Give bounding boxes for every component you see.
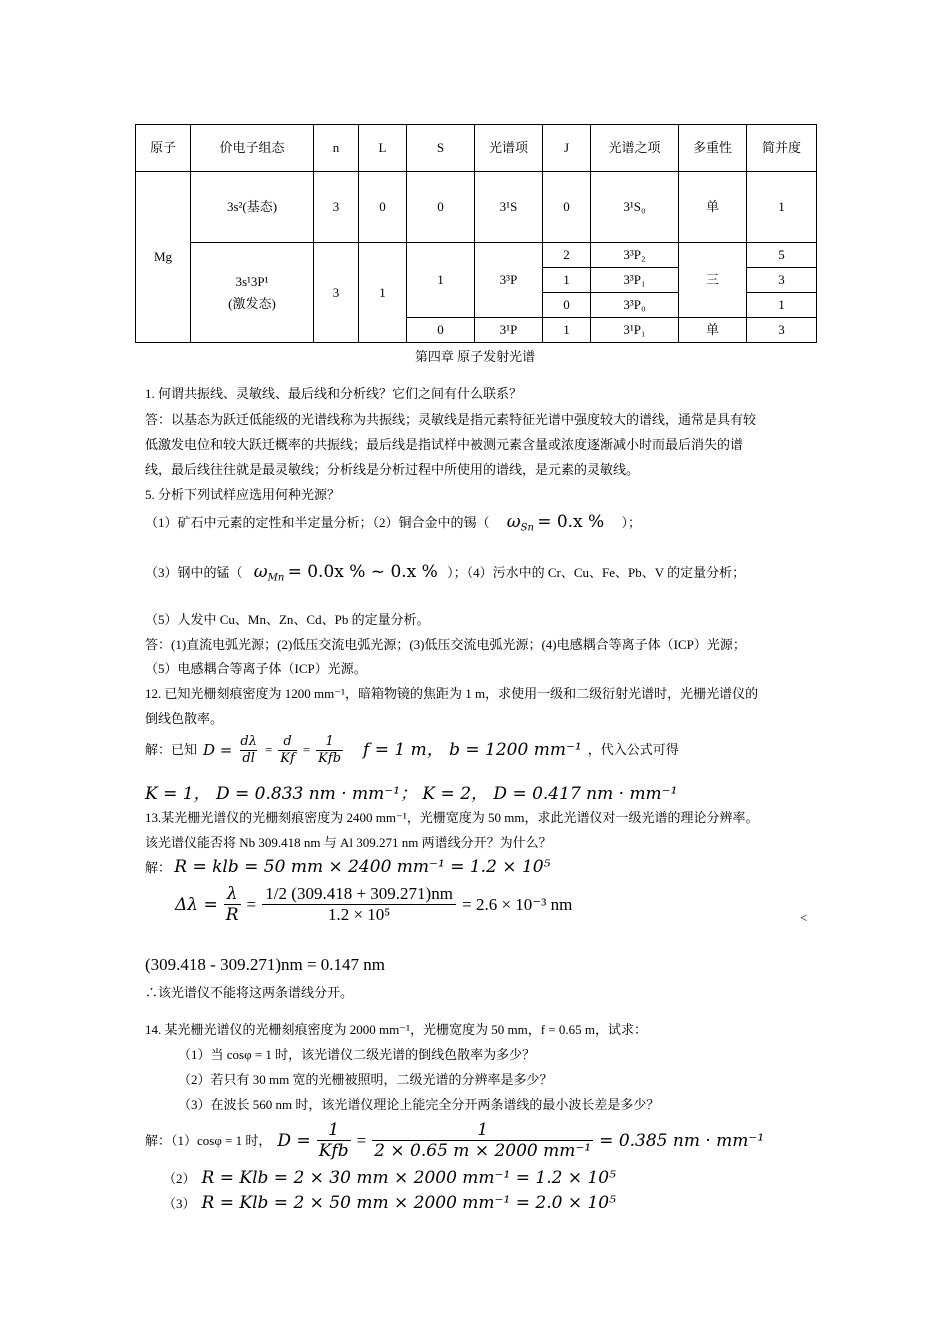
fraction [372,1120,593,1162]
chapter-title: 第四章 原子发射光谱 [414,349,536,364]
sub-question: （2）若只有 30 mm 宽的光栅被照明，二级光谱的分辨率是多少？ [178,1072,553,1087]
eq-lhs: Δλ = [175,894,218,915]
header-cell: 原子 [136,125,191,172]
fraction [278,734,297,766]
eq-rhs: = 2.6 × 10⁻³ nm [462,894,573,914]
table-cell: 单 [679,172,747,243]
config-cell: 3s²(基态) [191,172,314,243]
sum-expression: (309.418 + 309.271)nm [291,884,453,903]
q14-eq1 [145,1120,764,1162]
electron-states-table [135,124,817,343]
question-13-cont: 该光谱仪能否将 Nb 309.418 nm 与 Al 309.271 nm 两谱线分开？为什么？ [145,835,552,850]
header-cell: 光谱项 [475,125,543,172]
table-cell: 3 [747,268,817,293]
solution-prefix: 解： [145,860,172,875]
header-cell: 价电子组态 [191,125,314,172]
equals: = [246,894,257,914]
eq-lhs: D = [277,1130,311,1151]
q12-given [145,734,679,766]
eq-label: （2） [163,1171,196,1186]
table-cell: 1 [747,172,817,243]
q5-item-1-text: （1）矿石中元素的定性和半定量分析；（2）铜合金中的锡（ [145,515,490,530]
numerator: 1 [325,734,334,749]
header-cell: S [407,125,475,172]
conclusion: ∴该光谱仪不能将这两条谱线分开。 [145,985,354,1000]
table-cell: 0 [407,172,475,243]
eq-lhs: D = [203,741,233,760]
denominator: dl [242,750,255,766]
answer-line: （5）电感耦合等离子体（ICP）光源。 [145,661,367,676]
table-cell: 3³P₂ [591,243,679,268]
table-cell: 0 [359,172,407,243]
table-cell: 1 [359,243,407,343]
equals: = [302,742,311,758]
table-cell: 三 [679,243,747,318]
q12-result: K = 1， D = 0.833 nm · mm⁻¹； K = 2， D = 0.417 nm · mm⁻¹ [145,784,678,804]
fraction [262,884,456,926]
header-cell: 简并度 [747,125,817,172]
equals: = [356,1130,367,1150]
fraction [316,734,343,766]
table-cell: 3 [314,172,359,243]
fraction [238,734,259,766]
numerator: 1 [477,1120,489,1140]
half-coefficient: 1/2 [265,884,288,903]
denominator: 1.2 × 10⁵ [262,904,456,925]
sn-fraction-value: = 0.x % [537,512,605,532]
question-5: 5. 分析下列试样应选用何种光源？ [145,487,341,502]
q5-item-1-end: ）； [621,515,641,530]
resolution-equation: R = Klb = 2 × 50 mm × 2000 mm⁻¹ = 2.0 × 10⁵ [201,1193,616,1213]
config-line: 3s¹3P¹ [235,273,269,289]
table-header-row [136,125,817,172]
table-cell: 3¹P₁ [591,318,679,343]
question-1: 1. 何谓共振线、灵敏线、最后线和分析线？它们之间有什么联系？ [145,386,523,401]
denominator: 2 × 0.65 m × 2000 mm⁻¹ [374,1141,592,1162]
table-cell: 1 [543,268,591,293]
q13-delta-lambda [175,884,572,926]
numerator: dλ [240,734,257,749]
fraction [317,1120,351,1162]
table-cell: 1 [407,243,475,318]
question-12: 12. 已知光栅刻痕密度为 1200 mm⁻¹，暗箱物镜的焦距为 1 m，求使用一级和二级衍射光谱时，光栅光谱仪的 [145,686,759,701]
table-cell: 3³P₀ [591,293,679,318]
eq-rhs: = 0.385 nm · mm⁻¹ [599,1130,765,1151]
resolution-equation: R = klb = 50 mm × 2400 mm⁻¹ = 1.2 × 10⁵ [174,857,551,877]
header-cell: L [359,125,407,172]
header-cell: 多重性 [679,125,747,172]
table-row [136,243,817,268]
denominator: Kfb [318,750,342,766]
solution-prefix: 解：（1）cosφ = 1 时， [145,1133,272,1149]
q14-eq2 [163,1168,616,1188]
table-cell: 3¹S₀ [591,172,679,243]
table-cell: 3 [747,318,817,343]
omega-subscript: Mn [267,572,285,584]
omega-symbol: ω [253,562,268,582]
answer-line: 答：(1)直流电弧光源；(2)低压交流电弧光源；(3)低压交流电弧光源；(4)电感耦合等离子体（ICP）光源； [145,637,746,652]
table-cell: 3¹P [475,318,543,343]
q5-item-3-end: ）；（4）污水中的 Cr、Cu、Fe、Pb、V 的定量分析； [447,565,746,580]
table-cell: 1 [747,293,817,318]
difference-equation: (309.418 - 309.271)nm = 0.147 nm [145,955,386,974]
table-row [136,172,817,243]
table-cell: 2 [543,243,591,268]
table-cell: 3³P [475,243,543,318]
question-14: 14. 某光栅光谱仪的光栅刻痕密度为 2000 mm⁻¹，光栅宽度为 50 mm，f = 0.65 m，试求： [145,1022,647,1037]
resolution-equation: R = Klb = 2 × 30 mm × 2000 mm⁻¹ = 1.2 × 10⁵ [201,1168,616,1188]
table-cell: 0 [543,293,591,318]
solution-prefix: 解：已知 [145,742,198,758]
omega-symbol: ω [506,512,521,532]
denominator: R [225,905,239,926]
question-13: 13.某光栅光谱仪的光栅刻痕密度为 2400 mm⁻¹，光栅宽度为 50 mm，求此光谱仪对一级光谱的理论分辨率。 [145,810,759,825]
atom-cell: Mg [136,172,191,343]
numerator [263,884,455,904]
sub-question: （1）当 cosφ = 1 时，该光谱仪二级光谱的倒线色散率为多少？ [178,1047,536,1062]
solution-suffix: ，代入公式可得 [587,742,679,758]
table-cell: 3³P₁ [591,268,679,293]
omega-subscript: Sn [520,522,534,534]
q5-item-5: （5）人发中 Cu、Mn、Zn、Cd、Pb 的定量分析。 [145,612,430,627]
mn-fraction-value: = 0.0x % ~ 0.x % [287,562,438,582]
question-12-cont: 倒线色散率。 [145,711,224,726]
denominator: Kf [280,750,295,766]
table-cell: 5 [747,243,817,268]
answer-line: 答：以基态为跃迁低能级的光谱线称为共振线；灵敏线是指元素特征光谱中强度较大的谱线，通常是具有较 [145,412,757,427]
equals: = [264,742,273,758]
config-cell [191,243,314,343]
numerator: 1 [328,1120,340,1140]
table-cell: 0 [543,172,591,243]
q14-eq3 [163,1193,616,1213]
header-cell: n [314,125,359,172]
answer-line: 线，最后线往往就是最灵敏线；分析线是分析过程中所使用的谱线，是元素的灵敏线。 [145,462,640,477]
numerator: d [283,734,292,749]
fraction [224,884,241,926]
config-line: (激发态) [228,295,276,311]
denominator: Kfb [318,1141,349,1162]
table-cell: 0 [407,318,475,343]
table-cell: 3¹S [475,172,543,243]
numerator: λ [226,884,238,904]
header-cell: J [543,125,591,172]
q5-item-3 [145,562,745,585]
table-cell: 3 [314,243,359,343]
sub-question: （3）在波长 560 nm 时，该光谱仪理论上能完全分开两条谱线的最小波长差是多少？ [178,1097,660,1112]
q5-item-1 [145,512,641,535]
answer-line: 低激发电位和较大跃迁概率的共振线；最后线是指试样中被测元素含量或浓度逐渐减小时而最后消失的谱 [145,437,744,452]
table-cell: 1 [543,318,591,343]
eq-label: （3） [163,1196,196,1211]
q5-item-3-text: （3）钢中的锰（ [145,565,243,580]
table-cell: 单 [679,318,747,343]
q13-resolution [145,857,550,877]
less-than-sign: < [800,910,808,925]
header-cell: 光谱之项 [591,125,679,172]
given-values: f = 1 m， b = 1200 mm⁻¹ [363,739,582,760]
